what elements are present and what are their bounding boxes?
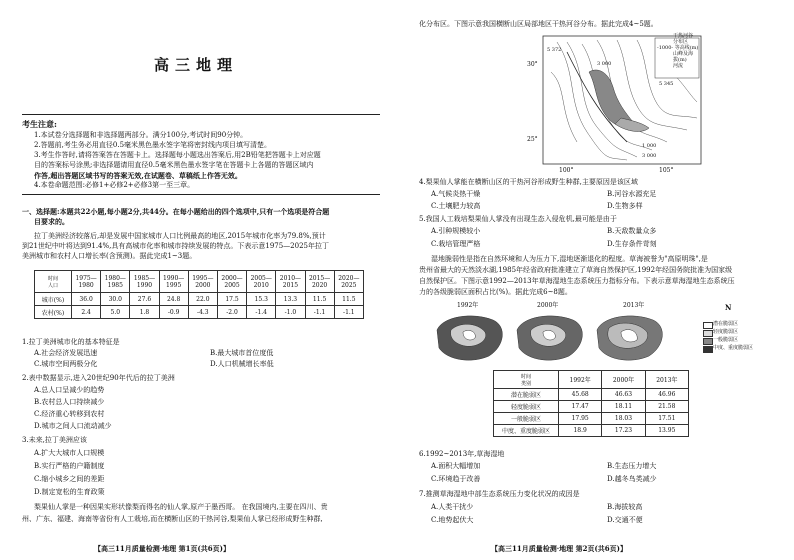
notice-line: 目的答案标号涂黑;非选择题请用直径0.5毫米黑色墨水签字笔在答题卡上各题的答题区域内	[34, 161, 314, 169]
table-row-label: 一般脆弱区	[494, 413, 559, 425]
population-table	[34, 270, 364, 319]
intro-line: 美洲城市和农村人口增长率(含预测)。据此完成1~3题。	[22, 252, 197, 260]
map-year-label: 2000年	[537, 302, 559, 309]
notice-line: 1.本试卷分选择题和非选择题两部分。满分100分,考试时间90分钟。	[34, 131, 248, 139]
legend-item: 拔(m)	[673, 57, 687, 63]
option-c[interactable]: C.栽培管理严格	[431, 240, 481, 248]
legend-item: 轻度脆弱区	[713, 329, 739, 335]
table-cell: 11.5	[334, 293, 363, 306]
option-a[interactable]: A.面积大幅增加	[431, 462, 481, 470]
section-one-heading-cont: 目要求的。	[34, 217, 69, 226]
table-header-cell: 1975—1980	[72, 271, 101, 293]
table-header-cell: 1992年	[559, 371, 602, 389]
table-header-cell: 1995—2000	[188, 271, 217, 293]
legend-item: 分布区	[673, 39, 689, 45]
map-year-label: 2013年	[623, 302, 645, 309]
option-b[interactable]: B.天敌数量众多	[607, 227, 657, 235]
option-d[interactable]: D.制定宽松的生育政策	[34, 488, 105, 496]
legend-item: 干热河谷	[673, 33, 694, 39]
question-stem: 4.梨果仙人掌能在横断山区的干热河谷形成野生种群,主要原因是该区域	[419, 178, 638, 186]
legend-item: 一般脆弱区	[713, 337, 739, 343]
table-cell: 18.9	[559, 425, 602, 437]
table-cell: -1.4	[247, 306, 276, 319]
option-b[interactable]: B.海拔较高	[607, 503, 643, 511]
table-cell: 1.8	[130, 306, 159, 319]
table-header-cell: 1990—1995	[159, 271, 188, 293]
notice-heading: 考生注意:	[22, 119, 57, 129]
table-header-cell: 2020—2025	[334, 271, 363, 293]
legend-item: 中度、重度脆弱区	[713, 345, 754, 351]
map-label: 1 000	[642, 143, 657, 149]
table-row	[494, 401, 689, 413]
table-header-cell: 2000—2005	[217, 271, 246, 293]
option-d[interactable]: D.生物多样	[607, 202, 643, 210]
map-label: 105°	[659, 167, 674, 174]
option-b[interactable]: B.生态压力增大	[607, 462, 657, 470]
table-row-label: 轻度脆弱区	[494, 401, 559, 413]
map-label: 3 000	[642, 153, 657, 159]
table-row	[494, 413, 689, 425]
option-d[interactable]: D.城市之间人口流动减少	[34, 422, 112, 430]
table-cell: 22.0	[188, 293, 217, 306]
table-cell: 30.0	[101, 293, 130, 306]
question-stem: 1.拉丁美洲城市化的基本特征是	[22, 338, 120, 346]
table-cell: 21.58	[645, 401, 688, 413]
option-c[interactable]: C.地势起伏大	[431, 516, 474, 524]
option-a[interactable]: A.总人口呈减少的趋势	[34, 386, 105, 394]
passage-line: 梨果仙人掌是一种因果实形状像梨而得名的仙人掌,原产于墨西哥。 在我国境内,主要在四川、贵	[34, 503, 328, 511]
table-cell: -4.3	[188, 306, 217, 319]
legend-item: 山峰及海	[673, 51, 694, 57]
table-header-cell: 2015—2020	[305, 271, 334, 293]
map-year-label: 1992年	[457, 302, 479, 309]
table-cell: 45.68	[559, 389, 602, 401]
map-label: 5 345	[659, 81, 674, 87]
option-d[interactable]: D.越冬鸟类减少	[607, 475, 657, 483]
table-header-cell: 2000年	[602, 371, 645, 389]
table-cell: 17.23	[602, 425, 645, 437]
table-cell: 15.3	[247, 293, 276, 306]
table-cell: 2.4	[72, 306, 101, 319]
legend-item: -1000- 等高线(m)	[657, 45, 699, 51]
legend-item: 河流	[673, 63, 684, 69]
option-d[interactable]: D.人口机械增长率低	[210, 360, 274, 368]
table-cell: 5.0	[101, 306, 130, 319]
intro-line: 到21世纪中叶将达到91.4%,具有高城市化率和城市持续发展的特点。下表示意1975—2025年拉丁	[22, 242, 329, 250]
table-header-cell: 2013年	[645, 371, 688, 389]
option-b[interactable]: B.农村总人口持续减少	[34, 398, 105, 406]
table-cell: -1.0	[276, 306, 305, 319]
map-2013	[597, 316, 662, 360]
option-b[interactable]: B.河谷水源充足	[607, 190, 657, 198]
table-cell: -1.1	[305, 306, 334, 319]
question-stem: 5.我国人工栽培梨果仙人掌没有出现生态入侵危机,最可能是由于	[419, 215, 617, 223]
option-c[interactable]: C.经济重心转移到农村	[34, 410, 105, 418]
table-cell: 11.5	[305, 293, 334, 306]
table-cell: 24.8	[159, 293, 188, 306]
table-row	[494, 425, 689, 437]
table-row-label: 潜在脆弱区	[494, 389, 559, 401]
table-cell: 36.0	[72, 293, 101, 306]
table-row-label: 农村(%)	[35, 306, 72, 319]
option-a[interactable]: A.社会经济发展迅速	[34, 349, 98, 357]
table-cell: 17.5	[217, 293, 246, 306]
option-c[interactable]: C.环境趋于改善	[431, 475, 481, 483]
passage-line: 化分布区。下图示意我国横断山区局部地区干热河谷分布。据此完成4~5题。	[419, 20, 658, 28]
option-a[interactable]: A.扩大大城市人口规模	[34, 449, 105, 457]
notice-line: 3.考生作答时,请将答案答在答题卡上。选择题每小题选出答案后,用2B铅笔把答题卡上对应题	[34, 151, 321, 159]
table-header-cell: 2005—2010	[247, 271, 276, 293]
table-row-label: 城市(%)	[35, 293, 72, 306]
north-arrow-icon: N	[725, 303, 732, 312]
option-c[interactable]: C.缩小城乡之间的差距	[34, 475, 105, 483]
table-row	[35, 306, 364, 319]
table-corner: 时间 类别	[494, 371, 559, 389]
map-label: 30°	[527, 61, 538, 68]
caohai-maps	[433, 310, 665, 366]
table-cell: 46.96	[645, 389, 688, 401]
passage-line: 自然保护区。下图示意1992—2013年草海湿地生态系统压力指标分布。下表示意草海湿地生态系统压	[419, 277, 735, 285]
right-page	[397, 0, 794, 560]
option-b[interactable]: B.最大城市首位度低	[210, 349, 274, 357]
title-divider	[22, 114, 380, 115]
map-label: 5 372	[547, 47, 562, 53]
notice-line: 作答,超出答题区域书写的答案无效,在试题卷、草稿纸上作答无效。	[34, 171, 242, 180]
option-c[interactable]: C.城市空间两极分化	[34, 360, 98, 368]
exam-title: 高三地理	[154, 56, 239, 74]
option-d[interactable]: D.交通不便	[607, 516, 643, 524]
legend-item: 潜在脆弱区	[713, 321, 739, 327]
option-a[interactable]: A.气候炎热干燥	[431, 190, 481, 198]
passage-line: 力的各级脆弱区面积占比(%)。据此完成6~8题。	[419, 288, 572, 296]
intro-line: 拉丁美洲经济较落后,却是发展中国家城市人口比例最高的地区,2015年城市化率为79.8%,预计	[34, 232, 326, 240]
table-cell: 17.51	[645, 413, 688, 425]
section-one-heading: 一、选择题:本题共22小题,每小题2分,共44分。在每小题给出的四个选项中,只有一个选项是符合题	[22, 207, 330, 216]
table-cell: -1.1	[334, 306, 363, 319]
notice-line: 2.答题前,考生务必用直径0.5毫米黑色墨水签字笔将密封线内项目填写清楚。	[34, 141, 272, 149]
option-d[interactable]: D.生存条件苛刻	[607, 240, 657, 248]
table-cell: 46.63	[602, 389, 645, 401]
table-row	[35, 293, 364, 306]
notice-divider	[22, 194, 380, 195]
legend-swatch-icon	[703, 322, 713, 329]
passage-line: 湿地脆弱性是指在自然环境和人为压力下,湿地逐渐退化的程度。草海被誉为"高原明珠",是	[431, 255, 708, 263]
question-stem: 2.表中数据显示,进入20世纪90年代后的拉丁美洲	[22, 374, 175, 382]
table-header-cell: 2010—2015	[276, 271, 305, 293]
table-cell: 13.3	[276, 293, 305, 306]
table-cell: 27.6	[130, 293, 159, 306]
option-a[interactable]: A.人类干扰少	[431, 503, 474, 511]
table-row-label: 中度、重度脆弱区	[494, 425, 559, 437]
table-cell: 17.95	[559, 413, 602, 425]
option-b[interactable]: B.实行严格的户籍制度	[34, 462, 105, 470]
zone-table	[493, 370, 689, 437]
map-2000	[517, 316, 582, 360]
table-cell: 13.95	[645, 425, 688, 437]
question-stem: 7.推测草海湿地中部生态系统压力变化状况的成因是	[419, 490, 580, 498]
question-stem: 6.1992~2013年,草海湿地	[419, 450, 505, 458]
table-cell: -2.0	[217, 306, 246, 319]
table-row	[494, 389, 689, 401]
option-a[interactable]: A.引种规模较小	[431, 227, 481, 235]
page-footer: 【高三11月质量检测·地理 第1页(共6页)】	[94, 544, 230, 553]
table-cell: 17.47	[559, 401, 602, 413]
map-label: 3 000	[597, 61, 612, 67]
option-c[interactable]: C.土壤肥力较高	[431, 202, 481, 210]
legend-swatch-icon	[703, 338, 713, 345]
table-cell: 18.11	[602, 401, 645, 413]
page-footer: 【高三11月质量检测·地理 第2页(共6页)】	[491, 544, 627, 553]
legend-swatch-icon	[703, 346, 713, 353]
passage-line: 州、广东、福建、海南等省份有人工栽培,而在横断山区的干热河谷,梨果仙人掌已经形成野生种群,	[22, 515, 323, 523]
table-cell: 18.03	[602, 413, 645, 425]
table-header-cell: 1985—1990	[130, 271, 159, 293]
map-label: 25°	[527, 136, 538, 143]
map-1992	[437, 316, 502, 360]
notice-line: 4.本卷命题范围:必修1+必修2+必修3第一至三章。	[34, 181, 195, 189]
table-corner: 时间 人口	[35, 271, 72, 293]
table-cell: -0.9	[159, 306, 188, 319]
passage-line: 贵州省最大的天然淡水湖,1985年经省政府批准建立了草海自然保护区,1992年经国务院批准为国家级	[419, 266, 733, 274]
map-label: 100°	[559, 167, 574, 174]
legend-swatch-icon	[703, 330, 713, 337]
table-header-cell: 1980—1985	[101, 271, 130, 293]
question-stem: 3.未来,拉丁美洲应该	[22, 436, 87, 444]
